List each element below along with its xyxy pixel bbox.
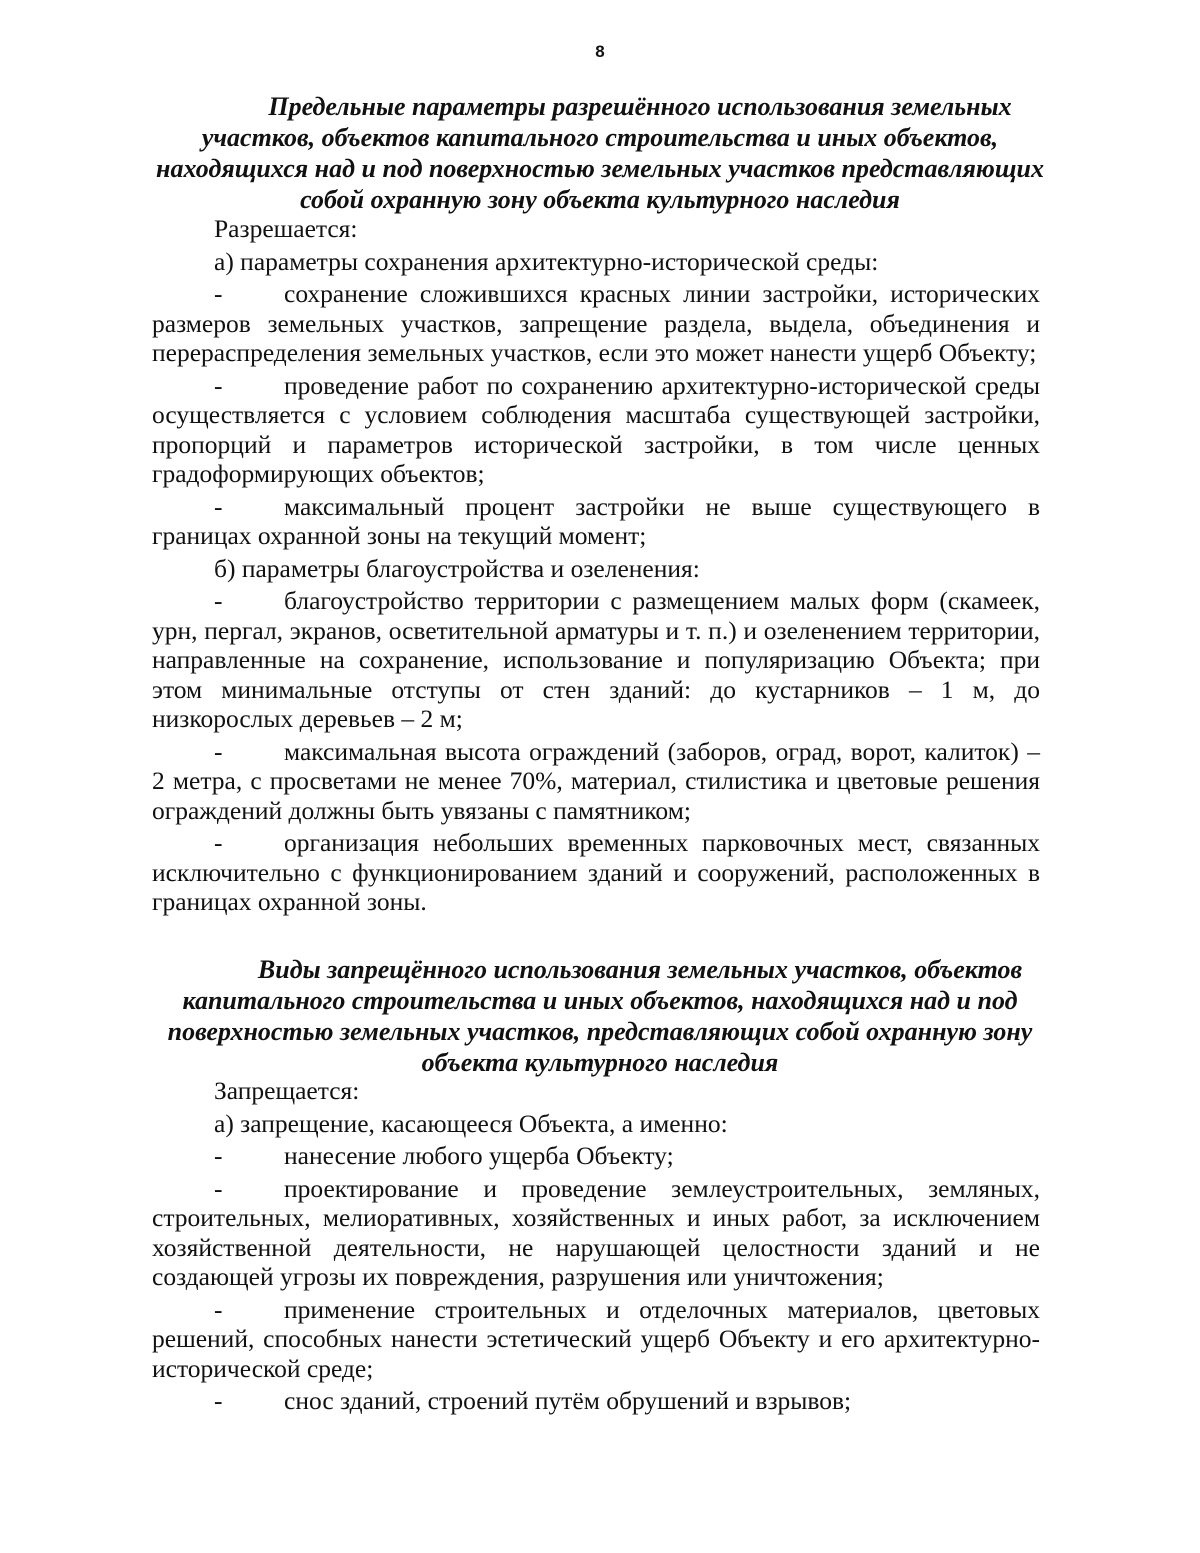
section-heading-permitted-parameters: Предельные параметры разрешённого использования земельных участков, объектов капитального строительства и иных объектов, находящихся над и под поверхностью земельных участков представляющих собой охранную зону объекта культурного наследия <box>156 92 1044 214</box>
page-number: 8 <box>595 42 605 61</box>
section-intro: Запрещается: <box>214 1076 360 1105</box>
section-intro: Разрешается: <box>214 214 358 243</box>
section-body-prohibited <box>152 1076 1040 1419</box>
list-item: - нанесение любого ущерба Объекту; <box>214 1141 674 1170</box>
dash-bullet: - <box>214 586 223 615</box>
dash-bullet: - <box>214 491 223 521</box>
section-heading-prohibited-uses: Виды запрещённого использования земельных участков, объектов капитального строительства и иных объектов, находящихся над и под поверхностью земельных участков, представляющих собой охранную зону объекта культурного наследия <box>167 955 1033 1077</box>
dash-bullet: - <box>214 1141 223 1170</box>
list-item: - снос зданий, строений путём обрушений и взрывов; <box>214 1386 852 1415</box>
dash-bullet: - <box>214 1294 223 1324</box>
dash-bullet: - <box>214 1386 223 1415</box>
dash-bullet: - <box>214 279 223 308</box>
dash-bullet: - <box>214 1173 223 1203</box>
list-item: - применение строительных и отделочных материалов, цветовых решений, способных нанести эстетический ущерб Объекту и его архитектурно-исторической среде; <box>152 1294 1040 1383</box>
list-item: - проведение работ по сохранению архитектурно-исторической среды осуществляется с условием соблюдения масштаба существующей застройки, пропорций и параметров исторической застройки, в том числе ценных градоформирующих объектов; <box>152 370 1040 488</box>
dash-bullet: - <box>214 828 223 857</box>
section-body-permitted <box>152 214 1040 920</box>
subsection-a-label: а) параметры сохранения архитектурно-исторической среды: <box>214 246 879 276</box>
list-item: - сохранение сложившихся красных линии застройки, исторических размеров земельных участков, запрещение раздела, выдела, объединения и перераспределения земельных участков, если это может нанести ущерб Объекту; <box>152 279 1040 367</box>
list-item: - максимальный процент застройки не выше существующего в границах охранной зоны на текущий момент; <box>152 491 1040 550</box>
list-item: - максимальная высота ограждений (заборов, оград, ворот, калиток) – 2 метра, с просветами не менее 70%, материал, стилистика и цветовые решения ограждений должны быть увязаны с памятником; <box>152 736 1040 825</box>
dash-bullet: - <box>214 736 223 766</box>
list-item: - организация небольших временных парковочных мест, связанных исключительно с функционированием зданий и сооружений, расположенных в границах охранной зоны. <box>152 828 1040 916</box>
list-item: - благоустройство территории с размещением малых форм (скамеек, урн, пергал, экранов, осветительной арматуры и т. п.) и озеленением территории, направленные на сохранение, использование и популяризацию Объекта; при этом минимальные отступы от стен зданий: до кустарников – 1 м, до низкорослых деревьев – 2 м; <box>152 586 1040 733</box>
dash-bullet: - <box>214 370 223 400</box>
list-item: - проектирование и проведение землеустроительных, земляных, строительных, мелиоративных, хозяйственных и иных работ, за исключением хозяйственной деятельности, не нарушающей целостности зданий и не создающей угрозы их повреждения, разрушения или уничтожения; <box>152 1173 1040 1291</box>
subsection-b-label: б) параметры благоустройства и озеленения: <box>214 553 700 583</box>
subsection-a-label: а) запрещение, касающееся Объекта, а именно: <box>214 1108 728 1138</box>
